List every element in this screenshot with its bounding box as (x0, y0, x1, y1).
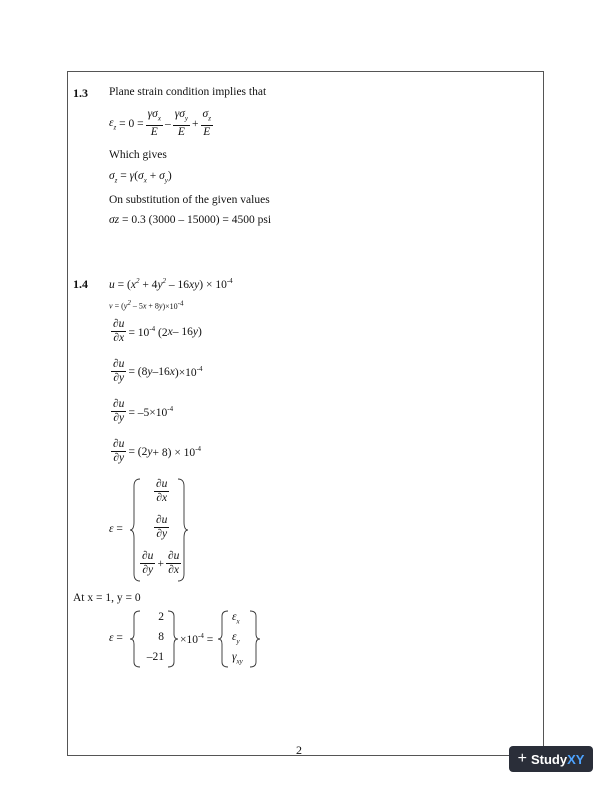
du-dy-equation-2: $\frac{\partial u}{\partial y}$ = $-5\times 10^{-4}$ (113, 398, 174, 424)
right-brace-icon (176, 478, 188, 582)
studyxy-badge[interactable] (509, 746, 593, 772)
which-gives-text: Which gives (109, 149, 167, 161)
scale-factor: $\times 10^{-4}$ = (180, 632, 214, 646)
u-displacement-equation: $u = (x^2 + 4y^2 - 16xy) \times 10^{-4}$ (109, 277, 233, 291)
at-point-text: At x = 1, y = 0 (73, 592, 141, 604)
du-dy-equation-1: $\frac{\partial u}{\partial y}$ = (8 y –16 x )$\times 10^{-4}$ (113, 358, 203, 384)
substitution-text: On substitution of the given values (109, 194, 270, 206)
right-brace-icon (166, 610, 178, 668)
v-displacement-equation: $v = (y^2 - 5x + 8y)\times 10^{-4}$ (109, 299, 184, 311)
plus-icon: + (517, 750, 527, 767)
section-number-1-4: 1.4 (73, 277, 88, 291)
section-1-3-intro: Plane strain condition implies that (109, 86, 267, 98)
badge-brand-accent: XY (567, 751, 585, 767)
strain-components-vector: $\varepsilon_x$ $\varepsilon_y$ $\gamma_{xy}$ (232, 611, 243, 666)
epsilon-symbol-2: ε = (109, 632, 123, 644)
strain-definition-vector: $\frac{\partial u}{\partial x}$ $\frac{\partial u}{\partial y}$ $\frac{\partial u}{\partial y}$ + $\frac{\partial u}{\partial x}$ (142, 478, 180, 576)
sigma-z-equation: $\sigma_z = \gamma(\sigma_x + \sigma_y)$ (109, 170, 172, 185)
section-number-1-3: 1.3 (73, 86, 88, 100)
left-brace-icon (218, 610, 230, 668)
strain-values-vector: 2 8 –21 (146, 611, 164, 663)
page-number: 2 (296, 743, 302, 757)
right-brace-icon (248, 610, 260, 668)
du-dy-equation-3: $\frac{\partial u}{\partial y}$ = (2 y + $8) \times 10^{-4}$ (113, 438, 202, 464)
plane-strain-equation: $\varepsilon_z$ = 0 = $\frac{\gamma\sigma_x}{E}$ – $\frac{\gamma\sigma_y}{E}$ + $\frac{\sigma_z}{E}$ (109, 108, 211, 139)
du-dx-equation: $\frac{\partial u}{\partial x}$ = $10^{-4}$ (2 x – 16 y ) (113, 318, 202, 344)
badge-brand: Study (530, 751, 568, 767)
substitution-result: σz = 0.3 (3000 – 15000) = 4500 psi (109, 214, 272, 226)
epsilon-symbol: ε = (109, 523, 123, 535)
left-brace-icon (130, 610, 142, 668)
